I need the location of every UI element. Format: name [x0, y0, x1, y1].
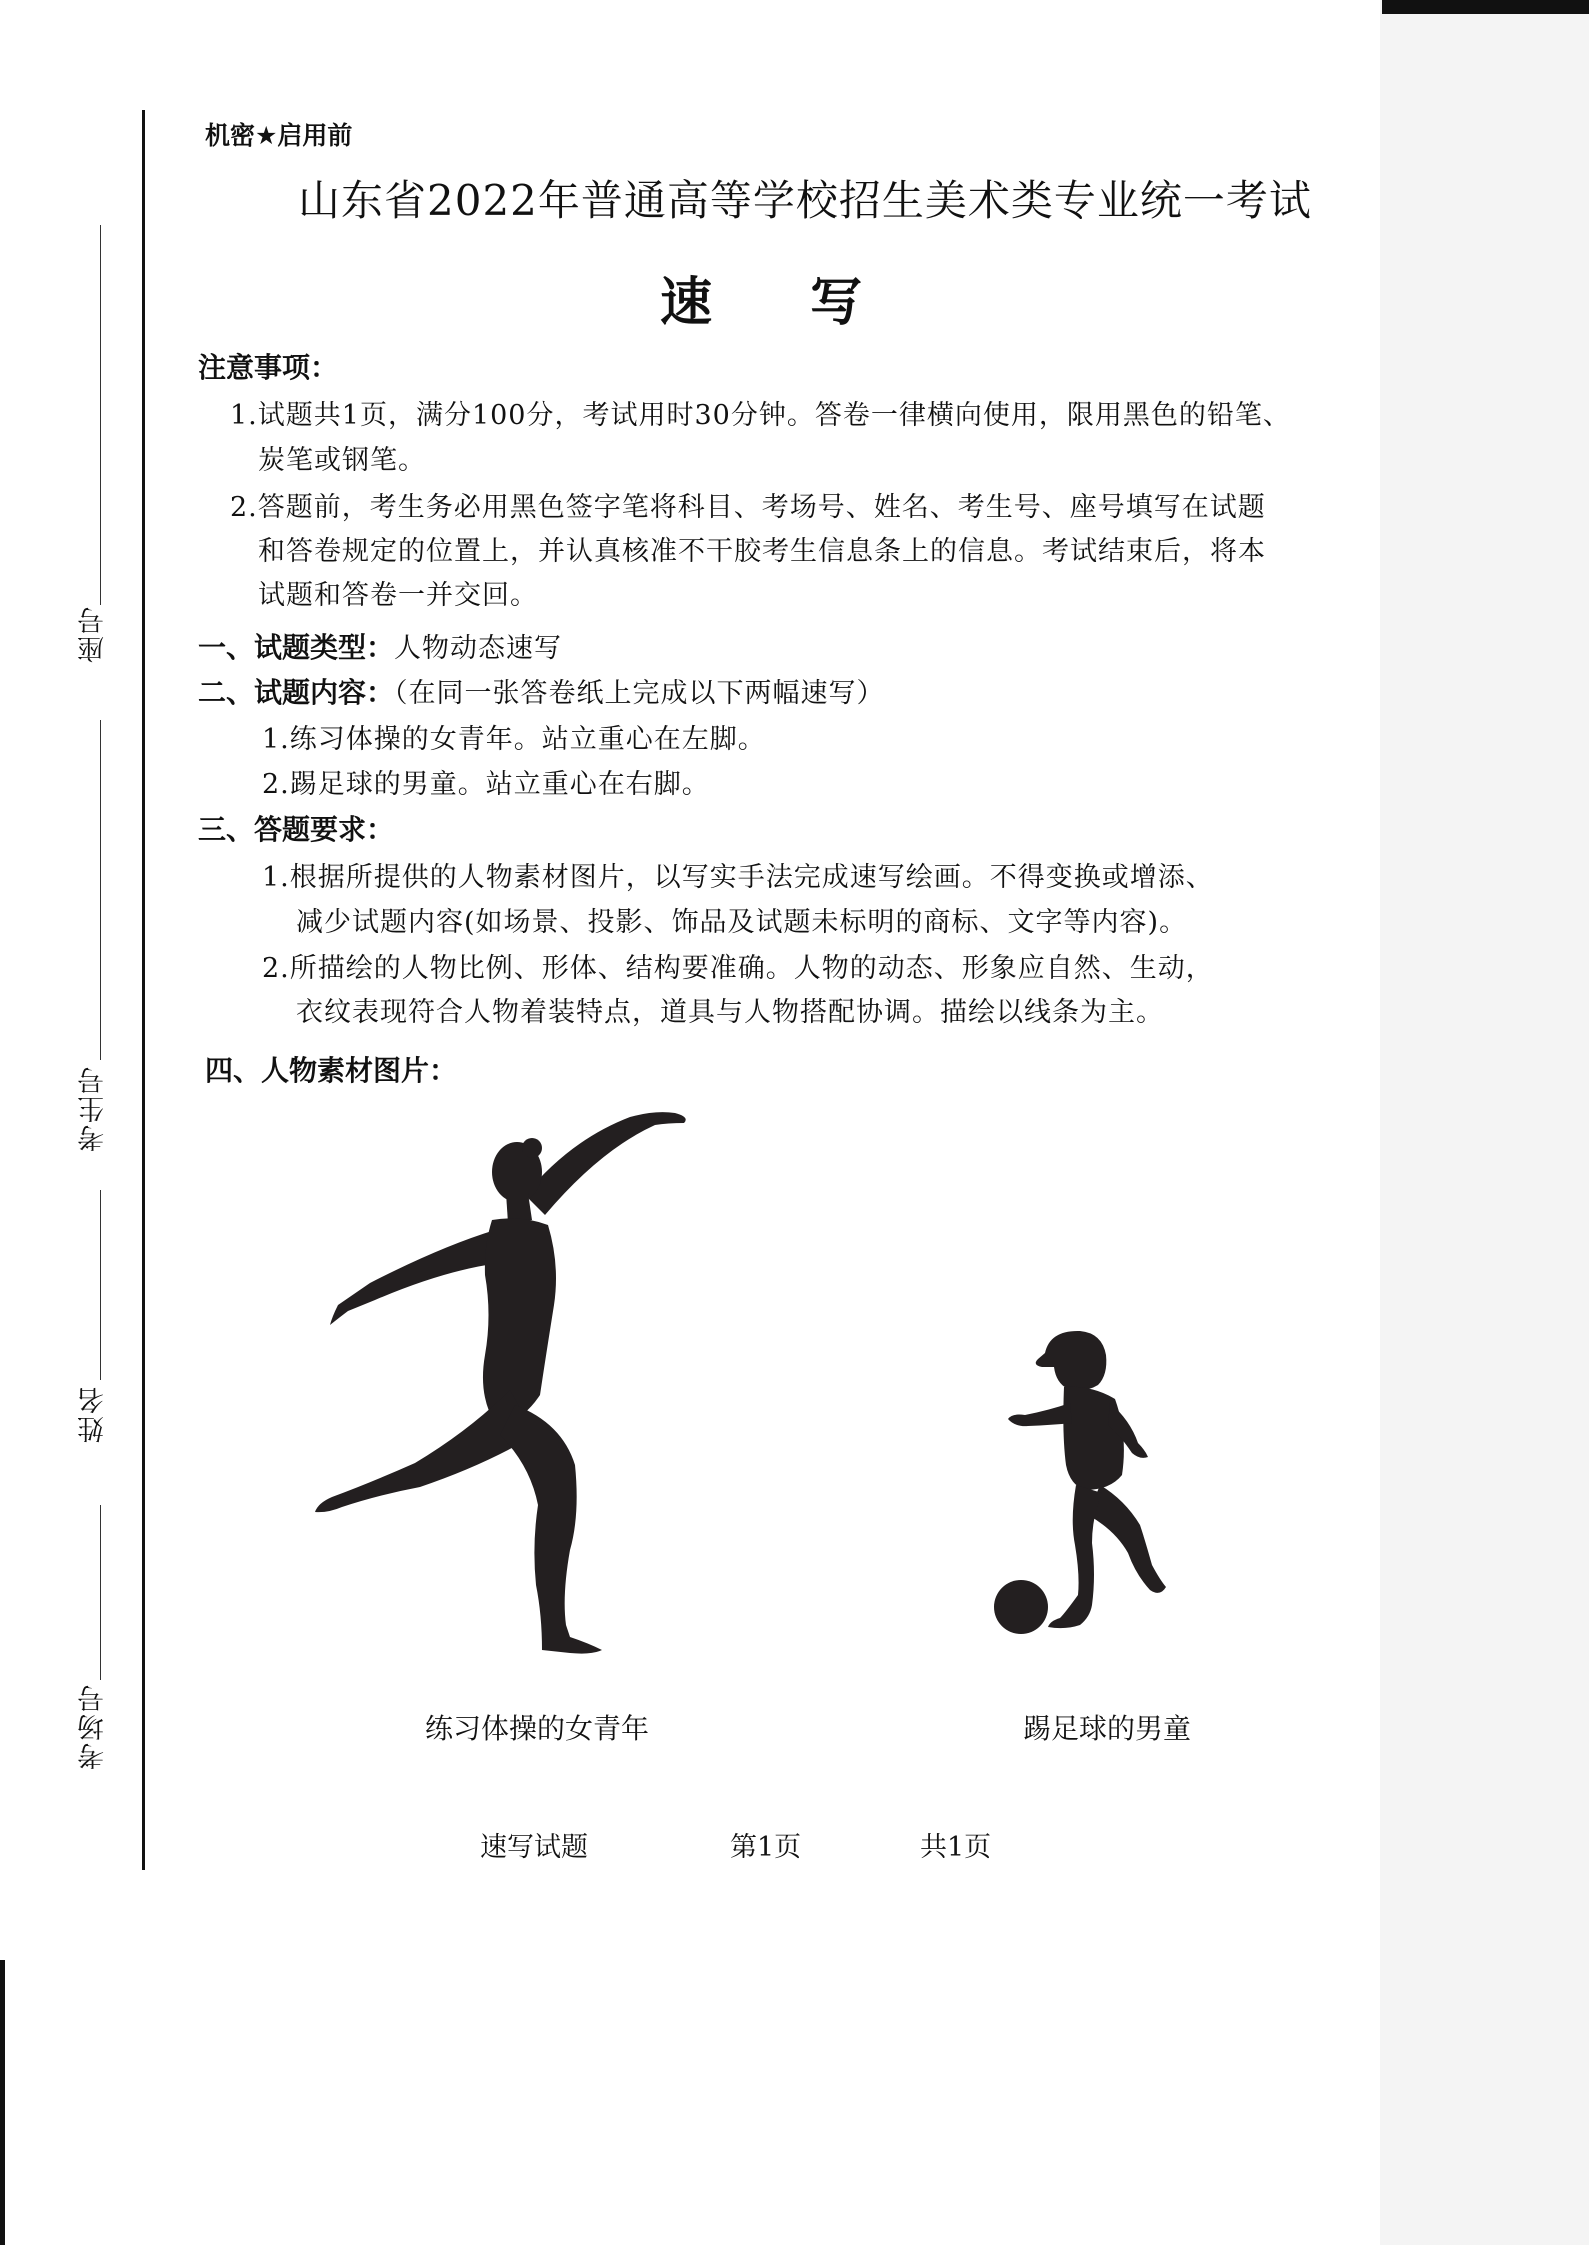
boy-football-silhouette [980, 1325, 1205, 1645]
section-2-item-2: 2.踢足球的男童。站立重心在右脚。 [262, 769, 710, 800]
footer-page-number: 第1页 [730, 1832, 802, 1863]
section-1-heading: 一、试题类型： [198, 631, 395, 664]
name-label: 姓名 [78, 1385, 109, 1443]
gymnast-caption: 练习体操的女青年 [425, 1712, 650, 1745]
name-field[interactable] [74, 1190, 109, 1500]
binding-line [142, 110, 145, 1870]
notice-item-2-line-3: 试题和答卷一并交回。 [258, 580, 538, 611]
notice-item-1-line-1: 1.试题共1页，满分100分，考试用时30分钟。答卷一律横向使用，限用黑色的铅笔、 [230, 400, 1291, 431]
section-2-note: （在同一张答卷纸上完成以下两幅速写） [394, 678, 885, 709]
section-2 [198, 671, 885, 711]
section-3-item-2-line-2: 衣纹表现符合人物着装特点，道具与人物搭配协调。描绘以线条为主。 [296, 997, 1164, 1028]
section-3-item-1-line-1: 1.根据所提供的人物素材图片，以写实手法完成速写绘画。不得变换或增添、 [262, 862, 1214, 893]
notice-item-2-line-2: 和答卷规定的位置上，并认真核准不干胶考生信息条上的信息。考试结束后，将本 [258, 536, 1266, 567]
footer-test-name: 速写试题 [480, 1832, 588, 1863]
notice-item-2-line-1: 2.答题前，考生务必用黑色签字笔将科目、考场号、姓名、考生号、座号填写在试题 [230, 492, 1266, 523]
scan-edge [0, 1960, 5, 2245]
student-no-field[interactable] [74, 720, 109, 1190]
boy-caption: 踢足球的男童 [1023, 1712, 1192, 1745]
notice-heading: 注意事项： [198, 351, 339, 384]
section-2-item-1: 1.练习体操的女青年。站立重心在左脚。 [262, 724, 766, 755]
section-1 [198, 626, 562, 666]
section-3-heading: 三、答题要求： [198, 813, 395, 846]
section-3-item-1-line-2: 减少试题内容(如场景、投影、饰品及试题未标明的商标、文字等内容)。 [296, 907, 1188, 938]
section-1-text: 人物动态速写 [394, 633, 563, 664]
notice-item-1-line-2: 炭笔或钢笔。 [258, 445, 426, 476]
seat-label: 座号 [78, 605, 109, 663]
section-3-item-2-line-1: 2.所描绘的人物比例、形体、结构要准确。人物的动态、形象应自然、生动， [262, 953, 1214, 984]
exam-title: 山东省2022年普通高等学校招生美术类专业统一考试 [298, 176, 1312, 225]
confidential-mark: 机密★启用前 [205, 121, 353, 150]
footer-total-pages: 共1页 [920, 1832, 992, 1863]
section-2-heading: 二、试题内容： [198, 676, 395, 709]
room-field[interactable] [74, 1505, 109, 1775]
scan-edge [1382, 0, 1589, 14]
section-4-heading: 四、人物素材图片： [205, 1054, 458, 1087]
subject-title: 速 写 [660, 273, 903, 333]
gymnast-silhouette [270, 1105, 740, 1665]
seat-field[interactable] [74, 225, 109, 705]
room-label: 考场号 [78, 1683, 109, 1770]
student-no-label: 考生号 [78, 1065, 109, 1152]
